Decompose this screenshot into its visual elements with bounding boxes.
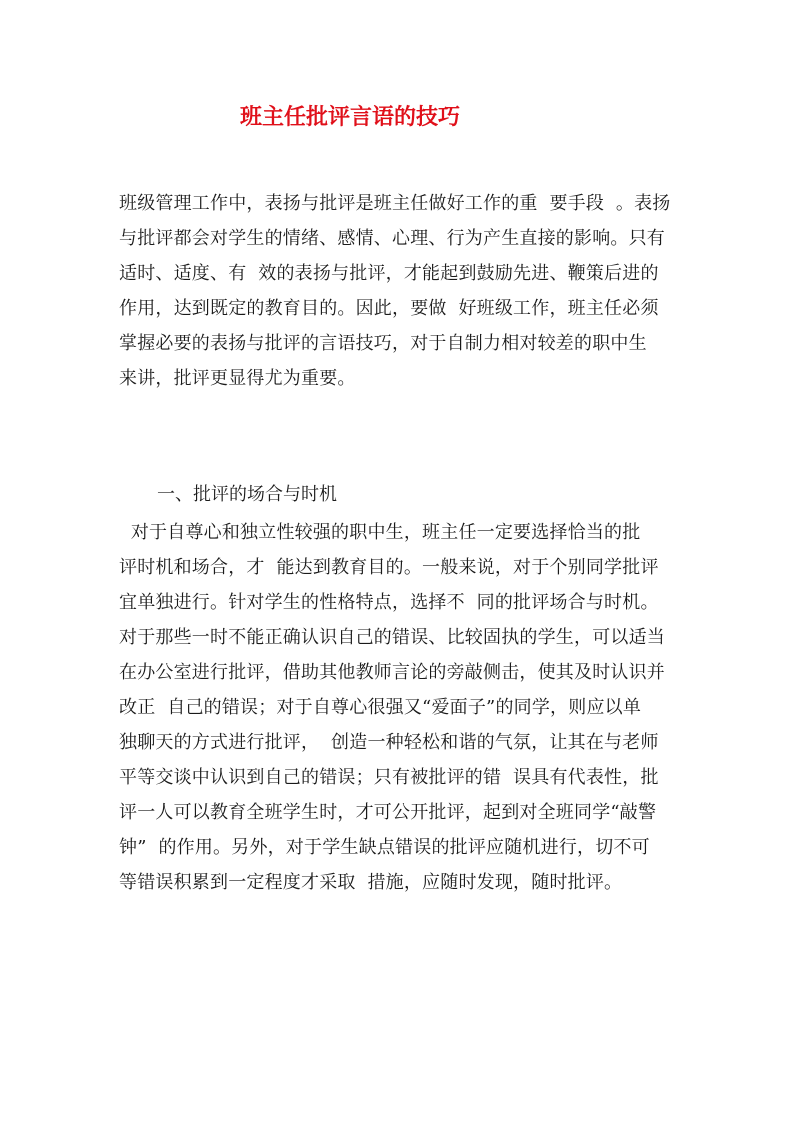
text-line: 改正 自己的错误；对于自尊心很强又“爱面子”的同学，则应以单 bbox=[119, 697, 642, 718]
text-line: 评一人可以教育全班学生时，才可公开批评，起到对全班同学“敲警 bbox=[119, 802, 657, 823]
text-line: 对于自尊心和独立性较强的职中生，班主任一定要选择恰当的批 bbox=[119, 522, 641, 543]
document-title: 班主任批评言语的技巧 bbox=[240, 104, 461, 130]
text-line: 来讲，批评更显得尤为重要。 bbox=[119, 368, 356, 389]
text-line: 等错误积累到一定程度才采取 措施，应随时发现，随时批评。 bbox=[119, 872, 623, 893]
text-line: 独聊天的方式进行批评， 创造一种轻松和谐的气氛，让其在与老师 bbox=[119, 732, 659, 753]
text-line: 平等交谈中认识到自己的错误；只有被批评的错 误具有代表性，批 bbox=[119, 767, 659, 788]
text-line: 钟” 的作用。另外，对于学生缺点错误的批评应随机进行，切不可 bbox=[119, 837, 650, 858]
text-line: 与批评都会对学生的情绪、感情、心理、行为产生直接的影响。只有 bbox=[119, 228, 665, 249]
text-line: 作用，达到既定的教育目的。因此，要做 好班级工作，班主任必须 bbox=[119, 298, 659, 319]
text-line: 对于那些一时不能正确认识自己的错误、比较固执的学生，可以适当 bbox=[119, 627, 665, 648]
text-line: 班级管理工作中，表扬与批评是班主任做好工作的重 要手段 。表扬 bbox=[119, 193, 671, 214]
intro-paragraph bbox=[119, 186, 689, 396]
text-line: 掌握必要的表扬与批评的言语技巧，对于自制力相对较差的职中生 bbox=[119, 333, 647, 354]
text-line: 宜单独进行。针对学生的性格特点，选择不 同的批评场合与时机。 bbox=[119, 592, 659, 613]
text-line: 适时、适度、有 效的表扬与批评，才能起到鼓励先进、鞭策后进的 bbox=[119, 263, 659, 284]
section-body-paragraph bbox=[119, 515, 689, 900]
text-line: 评时机和场合，才 能达到教育目的。一般来说，对于个别同学批评 bbox=[119, 557, 659, 578]
section-heading: 一、批评的场合与时机 bbox=[157, 484, 337, 505]
text-line: 在办公室进行批评，借助其他教师言论的旁敲侧击，使其及时认识并 bbox=[119, 662, 665, 683]
